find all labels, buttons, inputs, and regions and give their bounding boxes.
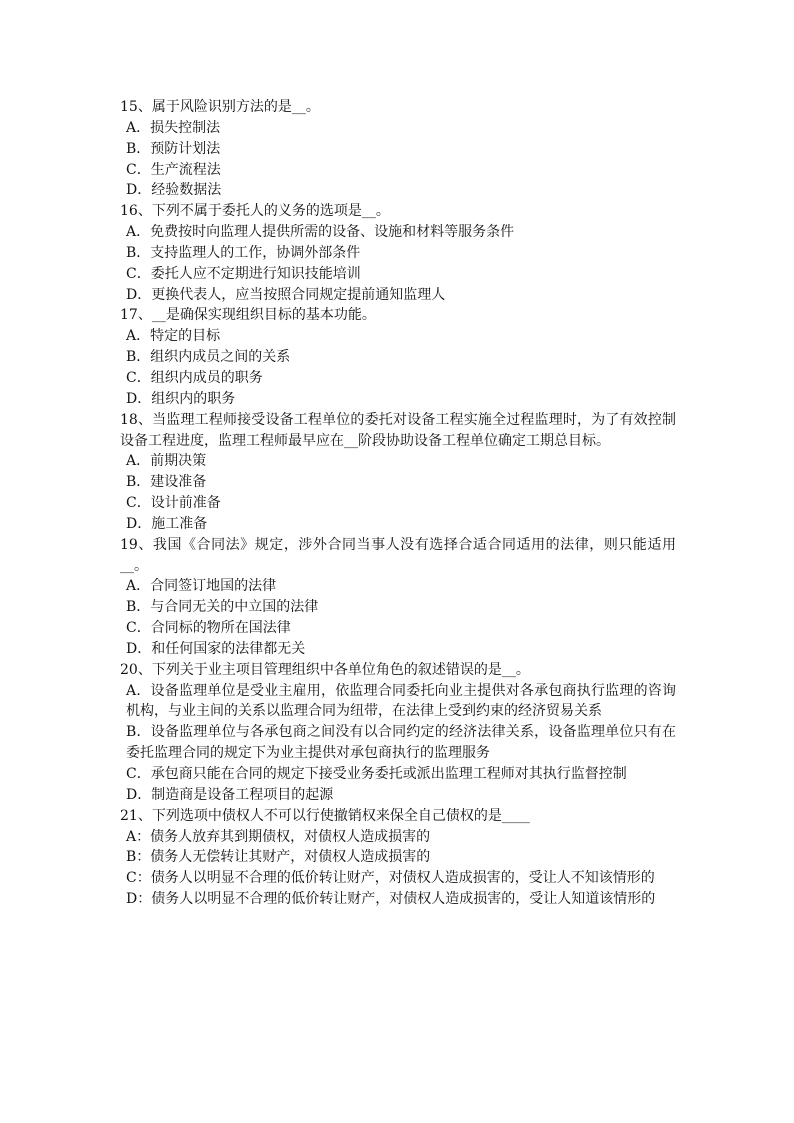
option-a: A：债务人放弃其到期债权，对债权人造成损害的 [126,828,431,845]
question-18 [120,410,676,535]
option-a: A．免费按时向监理人提供所需的设备、设施和材料等服务条件 [126,224,515,241]
question-stem: 17、__是确保实现组织目标的基本功能。 [120,307,376,324]
option-b: B．与合同无关的中立国的法律 [126,599,319,616]
option-a: A．合同签订地国的法律 [126,578,277,595]
question-21 [120,806,676,910]
question-19 [120,535,676,660]
question-15 [120,97,676,201]
question-stem: 21、下列选项中债权人不可以行使撤销权来保全自己债权的是____ [120,807,530,824]
option-b: B．建设准备 [126,474,207,491]
option-a: A．特定的目标 [126,328,221,345]
option-d: D．和任何国家的法律都无关 [126,640,306,657]
question-16 [120,201,676,305]
question-stem: 19、我国《合同法》规定，涉外合同当事人没有选择合适合同适用的法律，则只能适用__。 [120,536,676,574]
option-d: D．经验数据法 [126,182,222,199]
option-c: C：债务人以明显不合理的低价转让财产，对债权人造成损害的，受让人不知该情形的 [126,870,655,887]
option-d: D．更换代表人，应当按照合同规定提前通知监理人 [126,286,446,303]
question-20 [120,660,676,806]
option-a: A．前期决策 [126,453,207,470]
question-stem: 18、当监理工程师接受设备工程单位的委托对设备工程实施全过程监理时，为了有效控制设备工程进度，监理工程师最早应在__阶段协助设备工程单位确定工期总目标。 [120,411,676,449]
option-c: C．合同标的物所在国法律 [126,620,291,637]
option-d: D．施工准备 [126,515,208,532]
document-page [120,97,676,910]
option-d: D．制造商是设备工程项目的起源 [126,786,334,803]
option-c: C．委托人应不定期进行知识技能培训 [126,265,361,282]
option-c: C．设计前准备 [126,495,221,512]
question-stem: 20、下列关于业主项目管理组织中各单位角色的叙述错误的是__。 [120,661,530,678]
option-a: A．损失控制法 [126,119,221,136]
option-b: B．设备监理单位与各承包商之间没有以合同约定的经济法律关系，设备监理单位只有在委托监理合同的规定下为业主提供对承包商执行的监理服务 [126,724,676,762]
question-stem: 15、属于风险识别方法的是__。 [120,99,320,115]
question-17 [120,305,676,409]
option-a: A．设备监理单位是受业主雇用，依监理合同委托向业主提供对各承包商执行监理的咨询机构，与业主间的关系以监理合同为纽带，在法律上受到约束的经济贸易关系 [126,682,676,720]
question-stem: 16、下列不属于委托人的义务的选项是__。 [120,203,390,220]
option-c: C．承包商只能在合同的规定下接受业务委托或派出监理工程师对其执行监督控制 [126,766,627,782]
option-b: B：债务人无偿转让其财产，对债权人造成损害的 [126,849,431,866]
option-c: C．组织内成员的职务 [126,369,263,386]
option-d: D：债务人以明显不合理的低价转让财产，对债权人造成损害的，受让人知道该情形的 [126,891,656,908]
option-b: B．组织内成员之间的关系 [126,349,291,366]
option-c: C．生产流程法 [126,161,221,178]
option-b: B．预防计划法 [126,140,221,157]
option-d: D．组织内的职务 [126,390,236,407]
option-b: B．支持监理人的工作，协调外部条件 [126,244,361,261]
